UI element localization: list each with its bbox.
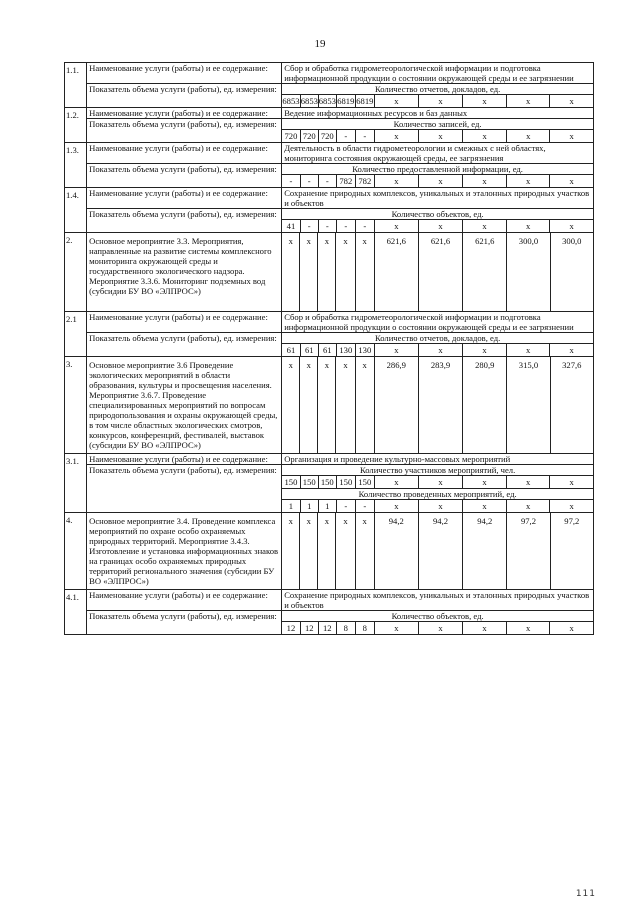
value-cell: 61 (282, 344, 300, 357)
value-cell: 286,9 (374, 357, 418, 454)
value-cell: - (318, 175, 336, 188)
value-cell: 782 (336, 175, 355, 188)
row-2-measure (65, 233, 594, 312)
value-cell: 621,6 (374, 233, 418, 312)
value-cell: х (374, 95, 418, 108)
indicator-label: Показатель объема услуги (работы), ед. измерения: (87, 84, 282, 108)
value-cell: х (418, 95, 462, 108)
service-text: Деятельность в области гидрометеорологии и смежных с ней областях, мониторинга состояния окружающей среды, ее загрязнения (282, 143, 594, 164)
unit-label: Количество объектов, ед. (282, 611, 593, 622)
value-cell: х (569, 623, 574, 633)
value-cell: х (282, 357, 300, 454)
values-row (282, 220, 593, 233)
value-cell: х (418, 500, 462, 513)
value-cell: х (282, 233, 300, 312)
footer-mark: 111 (575, 889, 596, 899)
service-text: Сбор и обработка гидрометеорологической информации и подготовка информационной продукции о состоянии окружающей среды и ее загрязнении (282, 312, 594, 333)
value-cell: х (374, 476, 418, 489)
value-cell: х (463, 476, 507, 489)
value-cell: 621,6 (418, 233, 462, 312)
value-cell: х (374, 622, 418, 635)
value-cell: х (355, 513, 374, 590)
value-cell: - (336, 130, 355, 143)
value-cell: х (336, 513, 355, 590)
value-cell: 94,2 (374, 513, 418, 590)
value-cell: 782 (355, 175, 374, 188)
indicator-label: Показатель объема услуги (работы), ед. измерения: (87, 465, 282, 513)
value-cell: 12 (318, 622, 336, 635)
values-row (282, 500, 593, 513)
row-number: 3. (65, 357, 87, 454)
service-label: Наименование услуги (работы) и ее содержание: (87, 454, 282, 465)
value-cell: - (300, 175, 318, 188)
value-cell: х (355, 357, 374, 454)
value-cell: 1 (318, 500, 336, 513)
row-1-1-indicator (65, 84, 594, 108)
value-cell: х (374, 500, 418, 513)
value-cell: х (569, 176, 574, 186)
program-table (64, 62, 594, 635)
service-label: Наименование услуги (работы) и ее содержание: (87, 590, 282, 611)
value-cell: 61 (318, 344, 336, 357)
value-cell: х (507, 220, 550, 233)
value-cell: - (318, 220, 336, 233)
value-cell: 12 (282, 622, 300, 635)
row-number: 3.1. (65, 454, 87, 513)
value-cell: 94,2 (463, 513, 507, 590)
value-cell: 1 (282, 500, 300, 513)
unit-label: Количество отчетов, докладов, ед. (282, 333, 593, 344)
row-1-3-indicator (65, 164, 594, 188)
value-cell: х (463, 622, 507, 635)
indicator-label: Показатель объема услуги (работы), ед. измерения: (87, 333, 282, 357)
value-cell: х (418, 476, 462, 489)
service-text: Ведение информационных ресурсов и баз данных (282, 108, 594, 119)
value-cell: х (300, 233, 318, 312)
value-cell: х (507, 130, 550, 143)
value-cell: х (374, 130, 418, 143)
values-row (282, 476, 593, 489)
value-cell: х (318, 233, 336, 312)
unit-label: Количество объектов, ед. (282, 209, 593, 220)
unit-label: Количество записей, ед. (282, 119, 593, 130)
value-cell: х (463, 130, 507, 143)
indicator-label: Показатель объема услуги (работы), ед. измерения: (87, 611, 282, 635)
value-cell: 300,0 (550, 233, 593, 312)
value-cell: 150 (318, 476, 336, 489)
value-cell: х (569, 477, 574, 487)
page-number: 19 (314, 38, 326, 50)
value-cell: х (418, 344, 462, 357)
values-row (282, 344, 593, 357)
value-cell: х (418, 622, 462, 635)
row-number: 4.1. (65, 590, 87, 635)
value-cell: 150 (300, 476, 318, 489)
row-number: 4. (65, 513, 87, 590)
value-cell: х (463, 220, 507, 233)
value-cell: х (374, 220, 418, 233)
measure-text: Основное мероприятие 3.6 Проведение экологических мероприятий в области образования, культуры и просвещения населения. Мероприятие 3.6.7. Проведение специализированных мероприятий по вопросам природопользования и охраны окружающей среды, в том числе областных экологических смотров, конкурсов, конференций, фестивалей, выставок (субсидии БУ ВО «ЭЛПРОС») (87, 357, 282, 454)
value-cell: х (569, 501, 574, 511)
measure-text: Основное мероприятие 3.4. Проведение комплекса мероприятий по охране особо охраняемых природных территорий. Мероприятие 3.4.3. Изготовление и установка информационных знаков на границах особо охраняемых природных территорий регионального значения (субсидии БУ ВО «ЭЛПРОС») (87, 513, 282, 590)
row-1-2-indicator (65, 119, 594, 143)
value-cell: х (336, 357, 355, 454)
value-cell: х (463, 344, 507, 357)
value-cell: х (569, 221, 574, 231)
row-number: 1.3. (65, 143, 87, 188)
value-cell: х (336, 233, 355, 312)
value-cell: 6853 (300, 96, 318, 106)
unit-label: Количество отчетов, докладов, ед. (282, 84, 593, 95)
value-cell: х (507, 476, 550, 489)
value-cell: х (507, 500, 550, 513)
row-number: 2.1 (65, 312, 87, 357)
row-1-4-service (65, 188, 594, 209)
row-2-1-service (65, 312, 594, 333)
value-cell: х (318, 357, 336, 454)
value-cell: 97,2 (550, 513, 593, 590)
value-cell: х (507, 95, 550, 108)
value-cell: - (282, 175, 300, 188)
service-label: Наименование услуги (работы) и ее содержание: (87, 108, 282, 119)
value-cell: 97,2 (507, 513, 550, 590)
value-cell: х (300, 357, 318, 454)
service-text: Сохранение природных комплексов, уникальных и эталонных природных участков и объектов (282, 590, 594, 611)
service-text: Организация и проведение культурно-массовых мероприятий (282, 454, 594, 465)
row-1-3-service (65, 143, 594, 164)
value-cell: х (374, 175, 418, 188)
row-1-1-service (65, 63, 594, 84)
unit-label: Количество проведенных мероприятий, ед. (282, 489, 593, 500)
value-cell: - (355, 130, 374, 143)
value-cell: - (336, 220, 355, 233)
value-cell: 720 (282, 130, 300, 143)
row-number: 1.2. (65, 108, 87, 143)
value-cell: х (569, 345, 574, 355)
service-label: Наименование услуги (работы) и ее содержание: (87, 63, 282, 84)
value-cell: - (355, 220, 374, 233)
value-cell: х (318, 513, 336, 590)
value-cell: 150 (336, 476, 355, 489)
value-cell: - (300, 220, 318, 233)
service-text: Сохранение природных комплексов, уникальных и эталонных природных участков и объектов (282, 188, 594, 209)
value-cell: 150 (282, 476, 300, 489)
value-cell: 61 (300, 344, 318, 357)
value-cell: 94,2 (418, 513, 462, 590)
service-label: Наименование услуги (работы) и ее содержание: (87, 188, 282, 209)
value-cell: х (507, 175, 550, 188)
value-cell: 720 (300, 130, 318, 143)
value-cell: 8 (355, 622, 374, 635)
values-row (282, 622, 593, 635)
values-row (282, 175, 593, 188)
value-cell: х (418, 130, 462, 143)
row-number: 2. (65, 233, 87, 312)
row-4-measure (65, 513, 594, 590)
value-cell: х (418, 220, 462, 233)
value-cell: 6819 (337, 96, 355, 106)
value-cell: 300,0 (507, 233, 550, 312)
row-3-1-indicator (65, 465, 594, 513)
value-cell: 720 (318, 130, 336, 143)
values-row (282, 95, 593, 108)
value-cell: х (300, 513, 318, 590)
row-number: 1.4. (65, 188, 87, 233)
row-3-measure (65, 357, 594, 454)
value-cell: х (282, 513, 300, 590)
value-cell: 6819 (356, 96, 374, 106)
value-cell: х (569, 96, 574, 106)
value-cell: 283,9 (418, 357, 462, 454)
value-cell: 621,6 (463, 233, 507, 312)
service-label: Наименование услуги (работы) и ее содержание: (87, 143, 282, 164)
row-4-1-indicator (65, 611, 594, 635)
value-cell: х (463, 500, 507, 513)
value-cell: х (569, 131, 574, 141)
value-cell: х (463, 175, 507, 188)
value-cell: 12 (300, 622, 318, 635)
value-cell: 130 (336, 344, 355, 357)
value-cell: 6853 (318, 96, 336, 106)
value-cell: х (374, 344, 418, 357)
row-4-1-service (65, 590, 594, 611)
unit-label: Количество участников мероприятий, чел. (282, 465, 593, 476)
values-row (282, 130, 593, 143)
unit-label: Количество предоставленной информации, ед. (282, 164, 593, 175)
row-2-1-indicator (65, 333, 594, 357)
value-cell: х (507, 622, 550, 635)
row-number: 1.1. (65, 63, 87, 108)
value-cell: 6853 (282, 96, 300, 106)
measure-text: Основное мероприятие 3.3. Мероприятия, направленные на развитие системы комплексного мониторинга окружающей среды и государственного экологического надзора. Мероприятие 3.3.6. Мониторинг подземных вод (субсидии БУ ВО «ЭЛПРОС») (87, 233, 282, 312)
value-cell: 8 (336, 622, 355, 635)
value-cell: х (418, 175, 462, 188)
value-cell: 315,0 (507, 357, 550, 454)
value-cell: 327,6 (550, 357, 593, 454)
value-cell: х (355, 233, 374, 312)
indicator-label: Показатель объема услуги (работы), ед. измерения: (87, 119, 282, 143)
row-3-1-service (65, 454, 594, 465)
service-label: Наименование услуги (работы) и ее содержание: (87, 312, 282, 333)
value-cell: х (507, 344, 550, 357)
service-text: Сбор и обработка гидрометеорологической информации и подготовка информационной продукции о состоянии окружающей среды и ее загрязнении (282, 63, 594, 84)
row-1-4-indicator (65, 209, 594, 233)
value-cell: 150 (355, 476, 374, 489)
indicator-label: Показатель объема услуги (работы), ед. измерения: (87, 209, 282, 233)
value-cell: - (336, 500, 355, 513)
value-cell: 280,9 (463, 357, 507, 454)
value-cell: 1 (300, 500, 318, 513)
indicator-label: Показатель объема услуги (работы), ед. измерения: (87, 164, 282, 188)
value-cell: - (355, 500, 374, 513)
row-1-2-service (65, 108, 594, 119)
value-cell: 41 (282, 220, 300, 233)
value-cell: 130 (355, 344, 374, 357)
value-cell: х (463, 95, 507, 108)
